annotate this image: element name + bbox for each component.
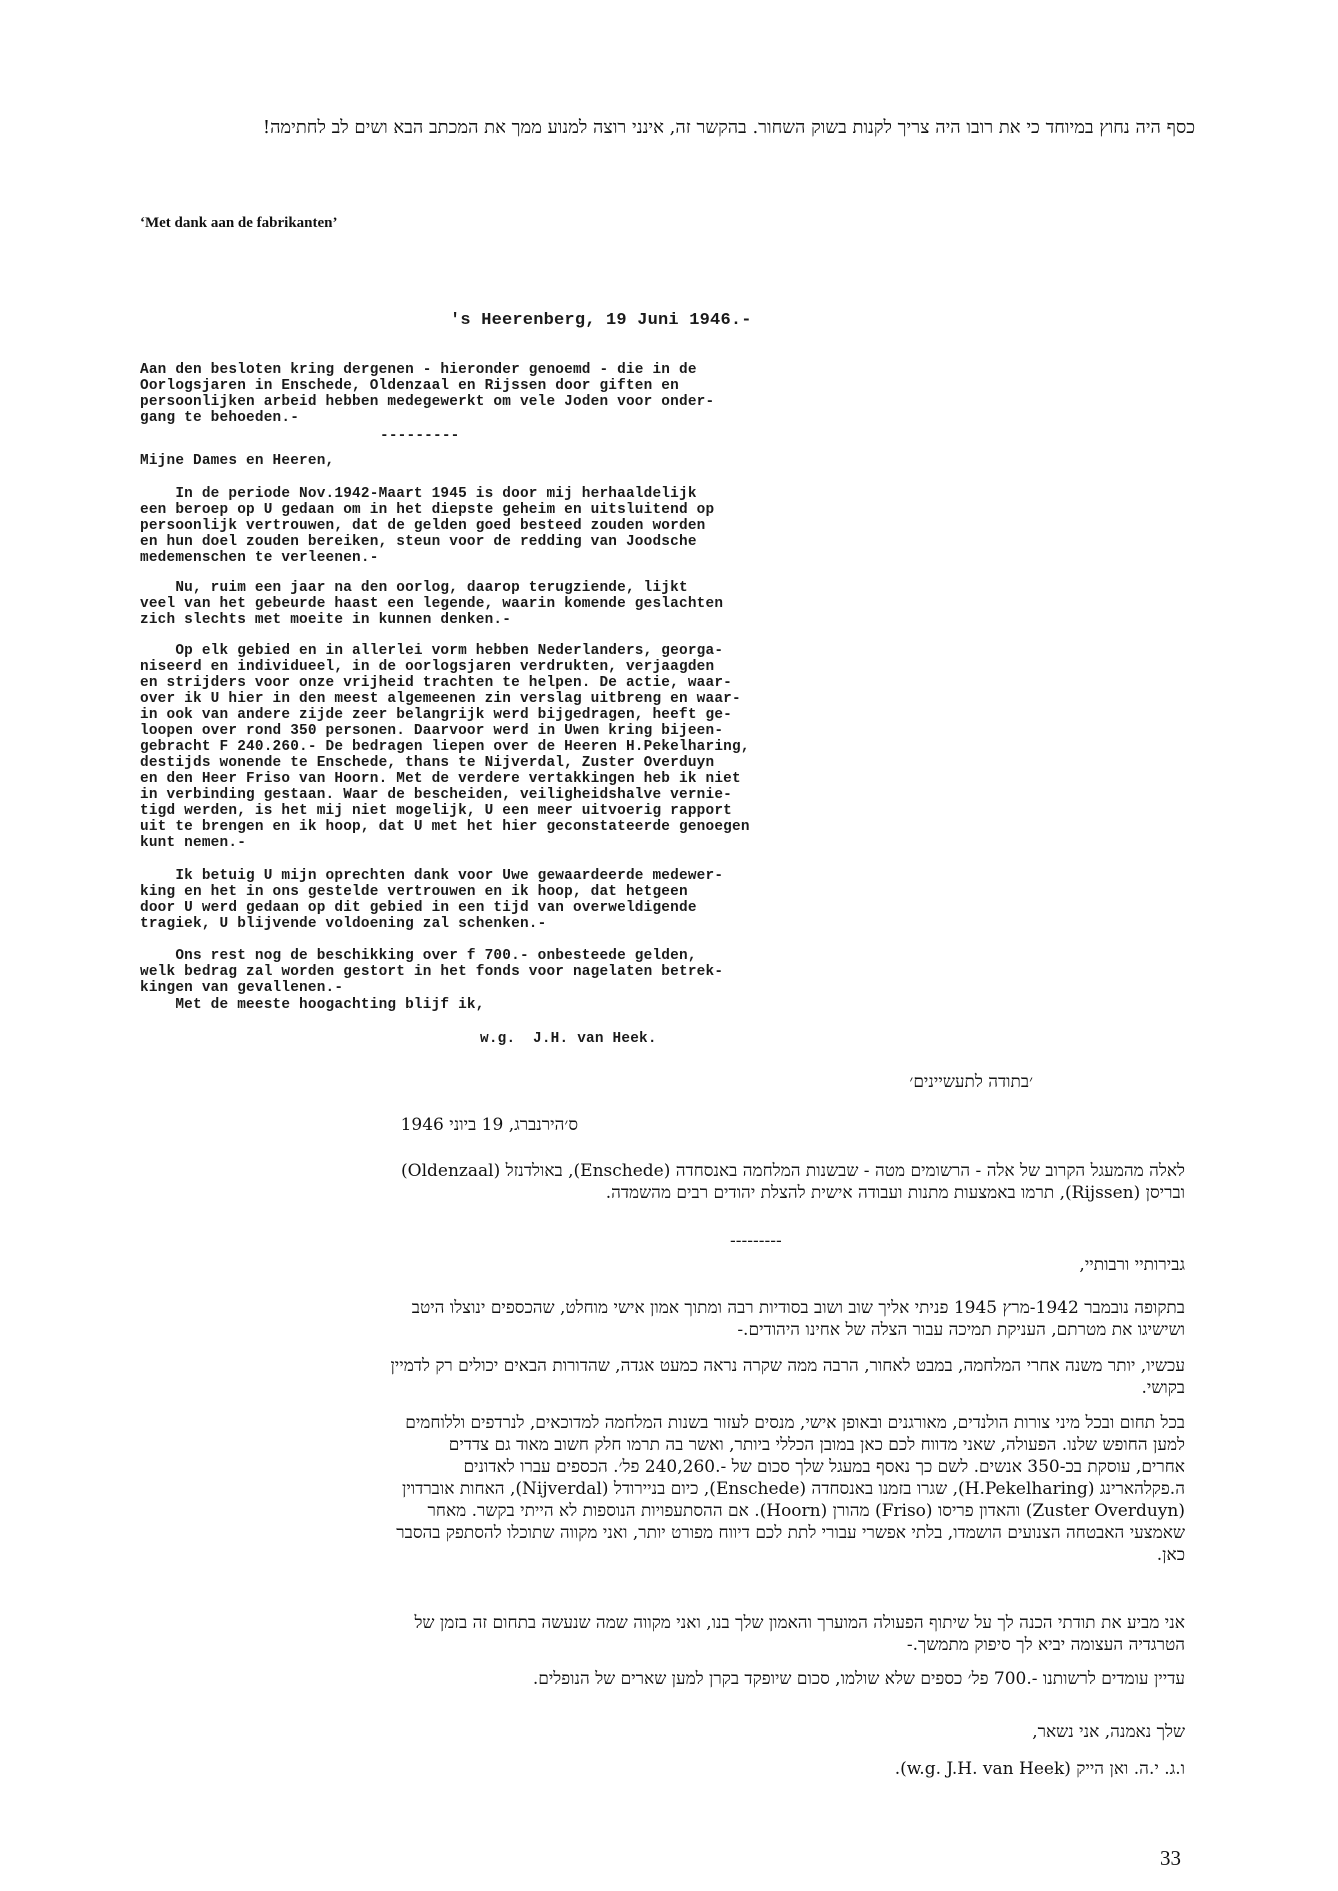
letter-paragraph-2: Nu, ruim een jaar na den oorlog, daarop terugziende, lijkt veel van het gebeurde haast een legende, waarin komende geslachten zich slechts met moeite in kunnen denken.-	[140, 580, 724, 628]
page-number: 33	[1160, 1846, 1181, 1870]
translation-paragraph-2: עכשיו, יותר משנה אחרי המלחמה, במבט לאחור, הרבה ממה שקרה נראה כמעט אגדה, שהדורות הבאים יכולים רק לדמיין בקושי.	[390, 1356, 1185, 1398]
letter-signature: w.g. J.H. van Heek.	[480, 1031, 657, 1047]
letter-paragraph-5: Ons rest nog de beschikking over f 700.- onbesteede gelden, welk bedrag zal worden gestort in het fonds voor nagelaten betrek- kingen van gevallenen.-	[140, 948, 724, 996]
translation-signature: ו.ג. י.ה. ואן הייק (w.g. J.H. van Heek).	[894, 1759, 1185, 1779]
letter-divider: ---------	[380, 428, 460, 444]
letter-salutation: Mijne Dames en Heeren,	[140, 453, 335, 469]
translation-date: ס׳הירנברג, 19 ביוני 1946	[400, 1115, 578, 1135]
letter-paragraph-3: Op elk gebied en in allerlei vorm hebben Nederlanders, georga- niseerd en individueel, in de oorlogsjaren verdrukten, verjaagden en strijders voor onze vrijheid trachten te helpen. De actie, waar- over ik U hier in den meest algemeenen zin verslag uitbreng en waar- in ook van andere zijde zeer belangrijk werd bijgedragen, heeft ge- loopen over rond 350 personen. Daarvoor werd in Uwen kring bijeen- gebracht F 240.260.- De bedragen liepen over de Heeren H.Pekelharing, destijds wonende te Enschede, thans te Nijverdal, Zuster Overduyn en den Heer Friso van Hoorn. Met de verdere vertakkingen heb ik niet in verbinding gestaan. Waar de bescheiden, veiligheidshalve vernie- tigd werden, is het mij niet mogelijk, U een meer uitvoerig rapport uit te brengen en ik hoop, dat U met het hier geconstateerde genoegen kunt nemen.-	[140, 643, 750, 851]
intro-paragraph: כסף היה נחוץ במיוחד כי את רובו היה צריך לקנות בשוק השחור. בהקשר זה, אינני רוצה למנוע ממך את המכתב הבא ושים לב לחתימה!	[262, 117, 1195, 138]
translation-paragraph-1: בתקופה נובמבר 1942-מרץ 1945 פניתי אליך שוב ושוב בסודיות רבה ומתוך אמון אישי מוחלט, שהכספים ינוצלו היטב ושישיגו את מטרתם, העניקת תמיכה עבור הצלה של אחינו היהודים.-	[411, 1298, 1185, 1340]
letter-paragraph-4: Ik betuig U mijn oprechten dank voor Uwe gewaardeerde medewer- king en het in ons gestelde vertrouwen en ik hoop, dat hetgeen door U werd gedaan op dit gebied in een tijd van overweldigende tragiek, U blijvende voldoening zal schenken.-	[140, 868, 724, 932]
letter-paragraph-1: In de periode Nov.1942-Maart 1945 is door mij herhaaldelijk een beroep op U gedaan om in het diepste geheim en uitsluitend op persoonlijk vertrouwen, dat de gelden goed besteed zouden worden en hun doel zouden bereiken, steun voor de redding van Joodsche medemenschen te verleenen.-	[140, 486, 715, 566]
translation-divider: ---------	[730, 1231, 782, 1251]
letter-dateline: 's Heerenberg, 19 Juni 1946.-	[450, 311, 752, 330]
translation-paragraph-5: עדיין עומדים לרשותנו -.700 פל׳ כספים שלא שולמו, סכום שיופקד בקרן למען שארים של הנופלים.	[532, 1669, 1185, 1689]
letter-addressee: Aan den besloten kring dergenen - hieronder genoemd - die in de Oorlogsjaren in Enschede, Oldenzaal en Rijssen door giften en persoonlijken arbeid hebben medegewerkt om vele Joden voor onder- gang te behoeden.-	[140, 362, 715, 426]
document-caption: ‘Met dank aan de fabrikanten’	[140, 215, 338, 231]
letter-closing: Met de meeste hoogachting blijf ik,	[140, 997, 485, 1013]
translation-paragraph-3: בכל תחום ובכל מיני צורות הולנדים, מאורגנים ובאופן אישי, מנסים לעזור בשנות המלחמה למדוכאים, לנרדפים וללוחמים למען החופש שלנו. הפעולה, שאני מדווח לכם כאן במובן הכללי ביותר, ואשר בה תרמו חלק חשוב מאוד גם צדדים אחרים, עוסקת בכ-350 אנשים. לשם כך נאסף במעגל שלך סכום של -.240,260 פל׳. הכספים עברו לאדונים ה.פקלהארינג (H.Pekelharing), שגרו בזמנו באנסחדה (Enschede), כיום בניירודל (Nijverdal), האחות אוברדוין (Zuster Overduyn) והאדון פריסו (Friso) מהורן (Hoorn). אם ההסתעפויות הנוספות לא הייתי בקשר. מאחר שאמצעי האבטחה הצנועים הושמדו, בלתי אפשרי עבורי לתת לכם דיווח מפורט יותר, ואני מקווה שתוכלו להסתפק בהסבר כאן.	[396, 1413, 1185, 1565]
translation-paragraph-4: אני מביע את תודתי הכנה לך על שיתוף הפעולה המוערך והאמון שלך בנו, ואני מקווה שמה שנעשה בתחום זה בזמן של הטרגדיה העצומה יביא לך סיפוק מתמשך.-	[414, 1613, 1185, 1655]
translation-salutation: גבירותיי ורבותיי,	[1079, 1255, 1185, 1275]
translation-caption: ׳בתודה לתעשיינים׳	[909, 1072, 1033, 1092]
translation-addressee: לאלה מהמעגל הקרוב של אלה - הרשומים מטה - שבשנות המלחמה באנסחדה (Enschede), באולדנזל (Oldenzaal) ובריסן (Rijssen), תרמו באמצעות מתנות ועבודה אישית להצלת יהודים רבים מהשמדה.	[401, 1161, 1185, 1203]
translation-closing: שלך נאמנה, אני נשאר,	[1032, 1722, 1185, 1742]
